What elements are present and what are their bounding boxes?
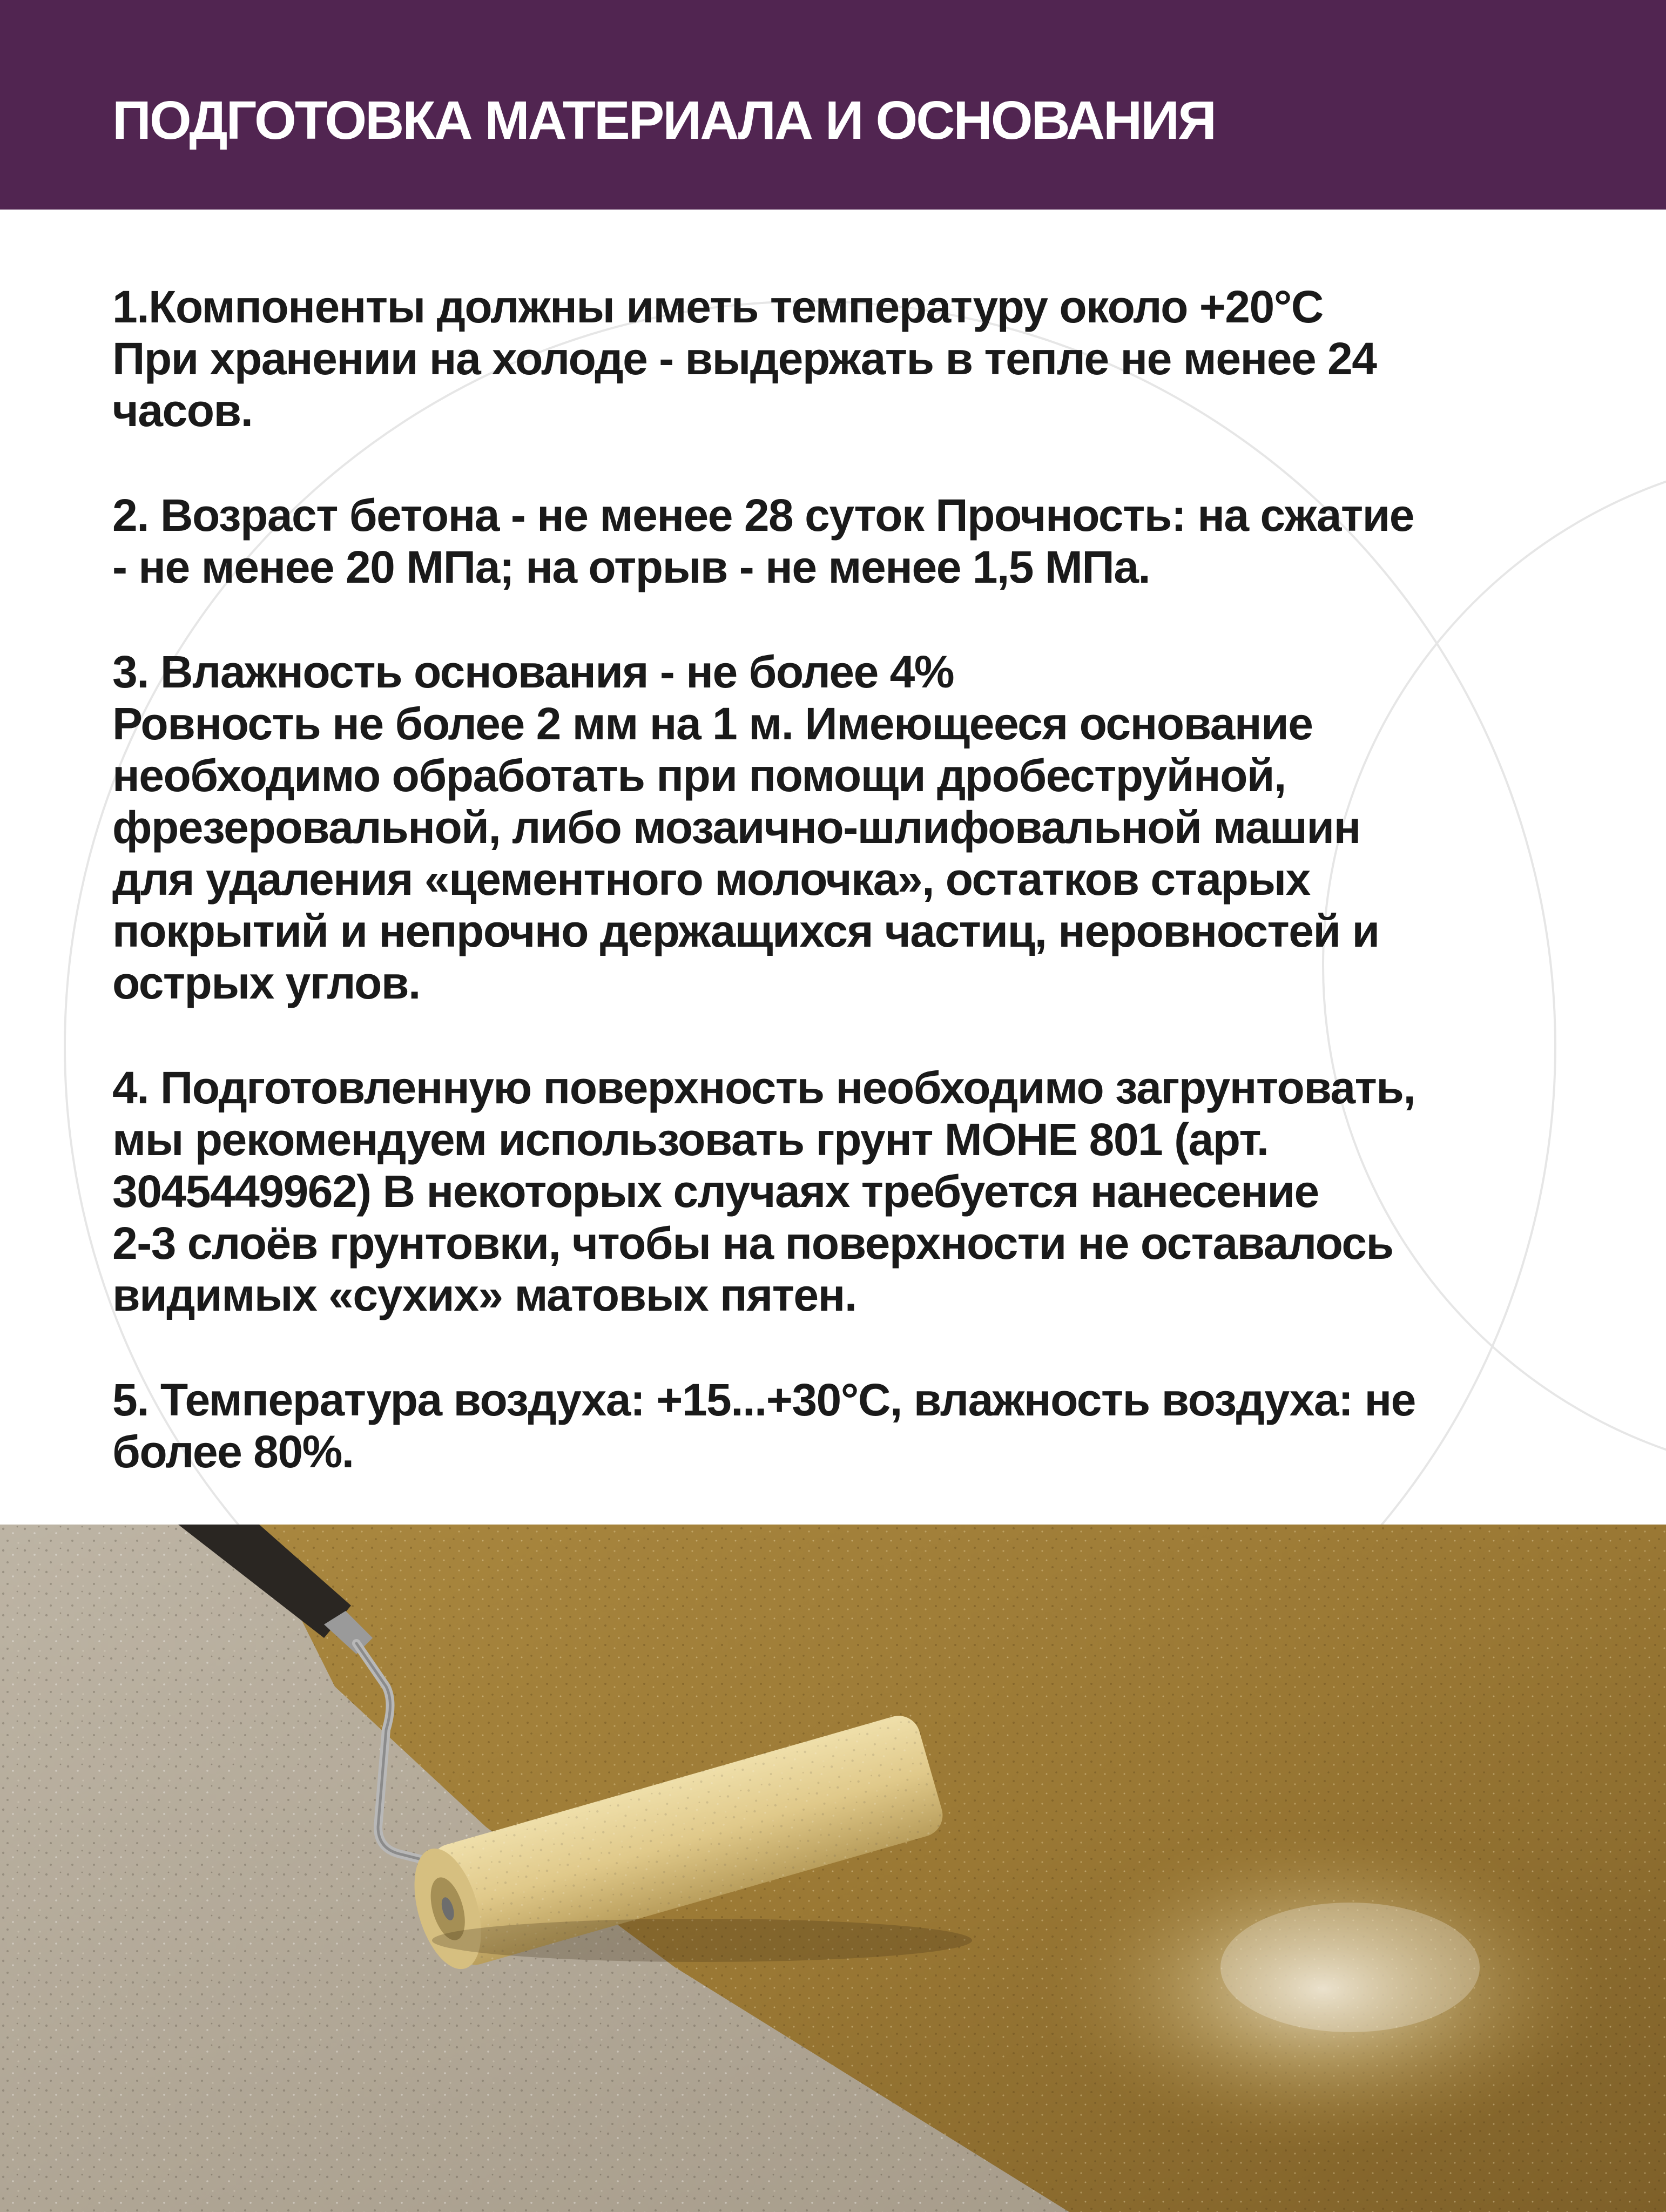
paragraph-priming [112, 1062, 1603, 1321]
instructions-text [112, 281, 1603, 1530]
text-line: покрытий и непрочно держащихся частиц, неровностей и [112, 906, 1379, 956]
paragraph-base-humidity [112, 646, 1603, 1009]
text-line: 3. Влажность основания - не более 4% [112, 646, 954, 697]
text-line: острых углов. [112, 957, 420, 1008]
text-line: - не менее 20 МПа; на отрыв - не менее 1,5 МПа. [112, 542, 1150, 592]
text-line: 3045449962) В некоторых случаях требуется нанесение [112, 1166, 1319, 1217]
text-line: более 80%. [112, 1426, 354, 1477]
paint-roller-illustration [0, 1525, 1666, 2212]
paragraph-component-temperature [112, 281, 1603, 436]
page-title: ПОДГОТОВКА МАТЕРИАЛА И ОСНОВАНИЯ [112, 90, 1215, 151]
text-line: Ровность не более 2 мм на 1 м. Имеющееся основание [112, 698, 1313, 749]
paragraph-concrete-age [112, 489, 1603, 593]
text-line: 2-3 слоёв грунтовки, чтобы на поверхности не оставалось [112, 1218, 1393, 1269]
text-line: фрезеровальной, либо мозаично-шлифовальной машин [112, 802, 1360, 853]
floor-coating-photo [0, 1525, 1666, 2212]
paragraph-air-conditions [112, 1374, 1603, 1478]
text-line: 1.Компоненты должны иметь температуру около +20°C [112, 281, 1323, 332]
text-line: часов. [112, 385, 253, 436]
text-line: для удаления «цементного молочка», остатков старых [112, 854, 1310, 905]
text-line: необходимо обработать при помощи дробеструйной, [112, 750, 1286, 801]
text-line: мы рекомендуем использовать грунт МОНЕ 801 (арт. [112, 1114, 1269, 1165]
text-line: 2. Возраст бетона - не менее 28 суток Прочность: на сжатие [112, 490, 1414, 541]
text-line: При хранении на холоде - выдержать в тепле не менее 24 [112, 333, 1377, 384]
header-band [0, 0, 1666, 210]
text-line: видимых «сухих» матовых пятен. [112, 1270, 856, 1320]
text-line: 4. Подготовленную поверхность необходимо загрунтовать, [112, 1062, 1415, 1113]
text-line: 5. Температура воздуха: +15...+30°C, влажность воздуха: не [112, 1374, 1415, 1425]
